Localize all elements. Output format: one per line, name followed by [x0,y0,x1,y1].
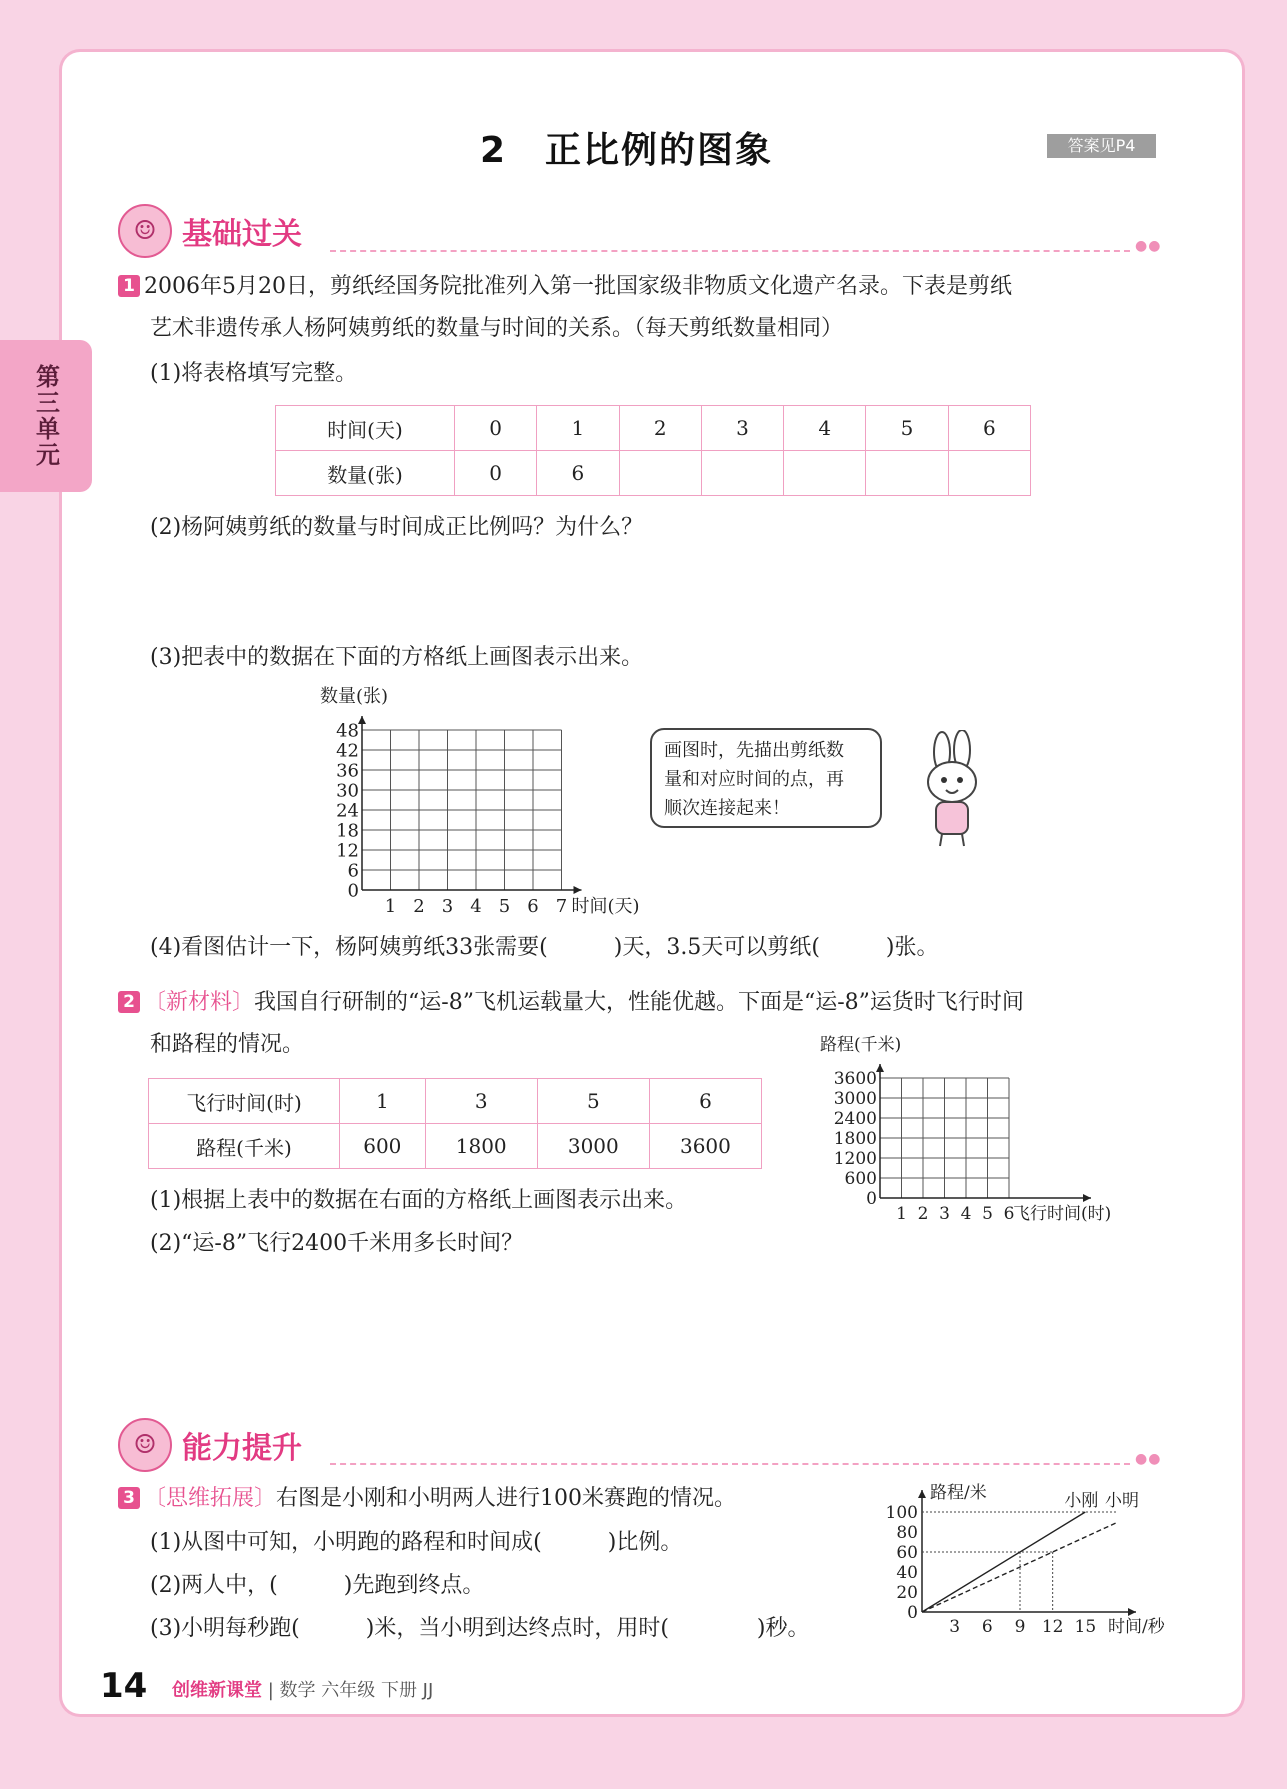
y-tick-label: 0 [866,1189,877,1210]
q3-race-chart [880,1480,1170,1640]
q2-part2: (2)“运-8”飞行2400千米用多长时间？ [150,1231,524,1256]
y-tick-label: 0 [907,1603,918,1623]
q1-part3: (3)把表中的数据在下面的方格纸上画图表示出来。 [150,645,644,670]
y-tick-label: 36 [336,760,359,782]
y-axis-arrow [918,1490,926,1498]
monkey-mascot-icon: ☺ [118,204,172,258]
page-title: 2 正比例的图象 [480,130,774,171]
dots-decoration: ●● [1135,238,1162,254]
dots-decoration: ●● [1135,1451,1162,1467]
series-line [922,1512,1085,1612]
y-tick-label: 12 [336,840,359,862]
q1-grid-chart[interactable] [300,680,680,920]
answer-cell[interactable] [948,451,1030,496]
y-tick-label: 3600 [833,1069,877,1090]
y-tick-label: 80 [896,1523,918,1543]
table-row [149,1079,762,1124]
table-cell: 4 [784,406,866,451]
q1-intro [118,266,1158,350]
x-tick-label: 3 [441,896,454,917]
x-tick-label: 5 [982,1204,993,1224]
y-axis-label: 路程/米 [930,1483,987,1503]
q2-table [148,1078,762,1169]
table-cell: 0 [455,406,537,451]
x-axis-arrow [574,886,582,894]
table-row [149,1124,762,1169]
q1-intro-line1: 2006年5月20日，剪纸经国务院批准列入第一批国家级非物质文化遗产名录。下表是剪纸 [144,274,1012,299]
answer-cell[interactable] [784,451,866,496]
table-cell: 6 [948,406,1030,451]
divider [330,1463,1130,1465]
q2-grid-chart[interactable] [810,1030,1180,1225]
q1-intro-line2: 艺术非遗传承人杨阿姨剪纸的数量与时间的关系。（每天剪纸数量相同） [150,316,844,341]
q3-part2: (2)两人中，( )先跑到终点。 [150,1573,485,1598]
y-tick-label: 30 [336,780,359,802]
y-tick-label: 24 [336,800,359,822]
x-tick-label: 15 [1074,1617,1097,1637]
table-cell: 3 [701,406,783,451]
table-row [276,406,1031,451]
x-tick-label: 4 [470,896,482,917]
y-tick-label: 18 [336,820,359,842]
q1-part1: (1)将表格填写完整。 [150,361,358,386]
q2-tag: 〔新材料〕 [144,990,255,1015]
y-axis-arrow [876,1064,884,1072]
row-label: 路程(千米) [149,1124,340,1169]
x-tick-label: 1 [896,1204,907,1224]
q1-table [275,405,1031,496]
table-cell: 5 [866,406,948,451]
x-axis-arrow [1128,1608,1136,1616]
y-tick-label: 6 [347,860,359,882]
q1-part2: (2)杨阿姨剪纸的数量与时间成正比例吗？为什么？ [150,515,644,540]
row-label: 时间(天) [276,406,455,451]
q3-tag: 〔思维拓展〕 [144,1486,277,1511]
table-row [276,451,1031,496]
rabbit-mascot-icon [900,730,1000,850]
row-label: 数量(张) [276,451,455,496]
x-tick-label: 6 [1003,1204,1015,1224]
footer-info [172,1676,433,1702]
hint-line: 顺次连接起来！ [664,798,790,819]
y-axis-label: 路程(千米) [820,1035,902,1055]
table-cell: 3000 [537,1124,649,1169]
q1-part4: (4)看图估计一下，杨阿姨剪纸33张需要( )天，3.5天可以剪纸( )张。 [150,935,939,960]
hint-line: 画图时，先描出剪纸数 [664,740,844,761]
table-cell: 1800 [425,1124,537,1169]
table-cell: 600 [340,1124,426,1169]
x-axis-label: 时间(天) [571,896,640,917]
x-tick-label: 2 [413,896,425,917]
q3-intro [118,1478,736,1520]
q2-number: 2 [118,991,140,1013]
y-tick-label: 3000 [833,1089,877,1110]
answer-cell[interactable] [619,451,701,496]
y-tick-label: 20 [896,1583,918,1603]
q1-number: 1 [118,275,140,297]
table-cell: 6 [649,1079,761,1124]
section-advanced-header [118,1418,302,1472]
y-tick-label: 48 [336,720,359,742]
table-cell: 1 [340,1079,426,1124]
table-cell: 2 [619,406,701,451]
x-axis-arrow [1083,1194,1091,1202]
q3-part3: (3)小明每秒跑( )米，当小明到达终点时，用时( )秒。 [150,1616,810,1641]
hint-line: 量和对应时间的点，再 [664,769,844,790]
table-cell: 0 [455,451,537,496]
monkey-mascot-icon: ☺ [118,1418,172,1472]
y-axis-arrow [358,716,366,724]
q2-intro-line1: 我国自行研制的“运-8”飞机运载量大，性能优越。下面是“运-8”运货时飞行时间 [254,990,1024,1015]
q2-intro-line2: 和路程的情况。 [150,1032,305,1057]
x-tick-label: 9 [1014,1617,1026,1637]
x-tick-label: 3 [949,1617,961,1637]
series-label: 小刚 [1064,1491,1099,1511]
x-tick-label: 5 [498,896,511,917]
x-tick-label: 7 [555,896,568,917]
x-axis-label: 飞行时间(时) [1013,1204,1112,1224]
table-cell: 5 [537,1079,649,1124]
page-number: 14 [100,1666,148,1706]
row-label: 飞行时间(时) [149,1079,340,1124]
footer-brand: 创维新课堂 [172,1680,262,1701]
x-tick-label: 12 [1041,1617,1064,1637]
table-cell: 3 [425,1079,537,1124]
table-cell: 6 [537,451,619,496]
q3-part1: (1)从图中可知，小明跑的路程和时间成( )比例。 [150,1530,683,1555]
table-cell: 3600 [649,1124,761,1169]
x-tick-label: 4 [960,1204,972,1224]
y-tick-label: 600 [844,1169,877,1190]
q3-number: 3 [118,1487,140,1509]
divider [330,250,1130,252]
answer-cell[interactable] [866,451,948,496]
series-line [922,1522,1118,1612]
y-tick-label: 1800 [833,1129,877,1150]
x-tick-label: 2 [917,1204,929,1224]
x-tick-label: 6 [527,896,539,917]
y-tick-label: 100 [885,1503,918,1523]
table-cell: 1 [537,406,619,451]
q2-part1: (1)根据上表中的数据在右面的方格纸上画图表示出来。 [150,1188,688,1213]
q3-intro-text: 右图是小刚和小明两人进行100米赛跑的情况。 [276,1486,737,1511]
x-tick-label: 1 [384,896,397,917]
answer-cell[interactable] [701,451,783,496]
section-title: 能力提升 [182,1431,302,1466]
answer-reference: 答案见P4 [1047,134,1156,158]
x-tick-label: 6 [981,1617,993,1637]
footer-details: | 数学 六年级 下册 JJ [267,1680,434,1701]
y-tick-label: 40 [896,1563,918,1583]
hint-bubble [650,728,882,828]
x-tick-label: 3 [939,1204,950,1224]
y-tick-label: 0 [347,880,359,902]
y-tick-label: 42 [336,740,359,762]
unit-tab: 第三单元 [0,340,92,492]
y-axis-label: 数量(张) [320,686,389,707]
y-tick-label: 60 [896,1543,918,1563]
y-tick-label: 1200 [833,1149,877,1170]
y-tick-label: 2400 [833,1109,877,1130]
x-axis-label: 时间/秒 [1108,1617,1165,1637]
section-basic-header [118,204,302,258]
section-title: 基础过关 [182,217,302,252]
series-label: 小明 [1105,1491,1139,1511]
